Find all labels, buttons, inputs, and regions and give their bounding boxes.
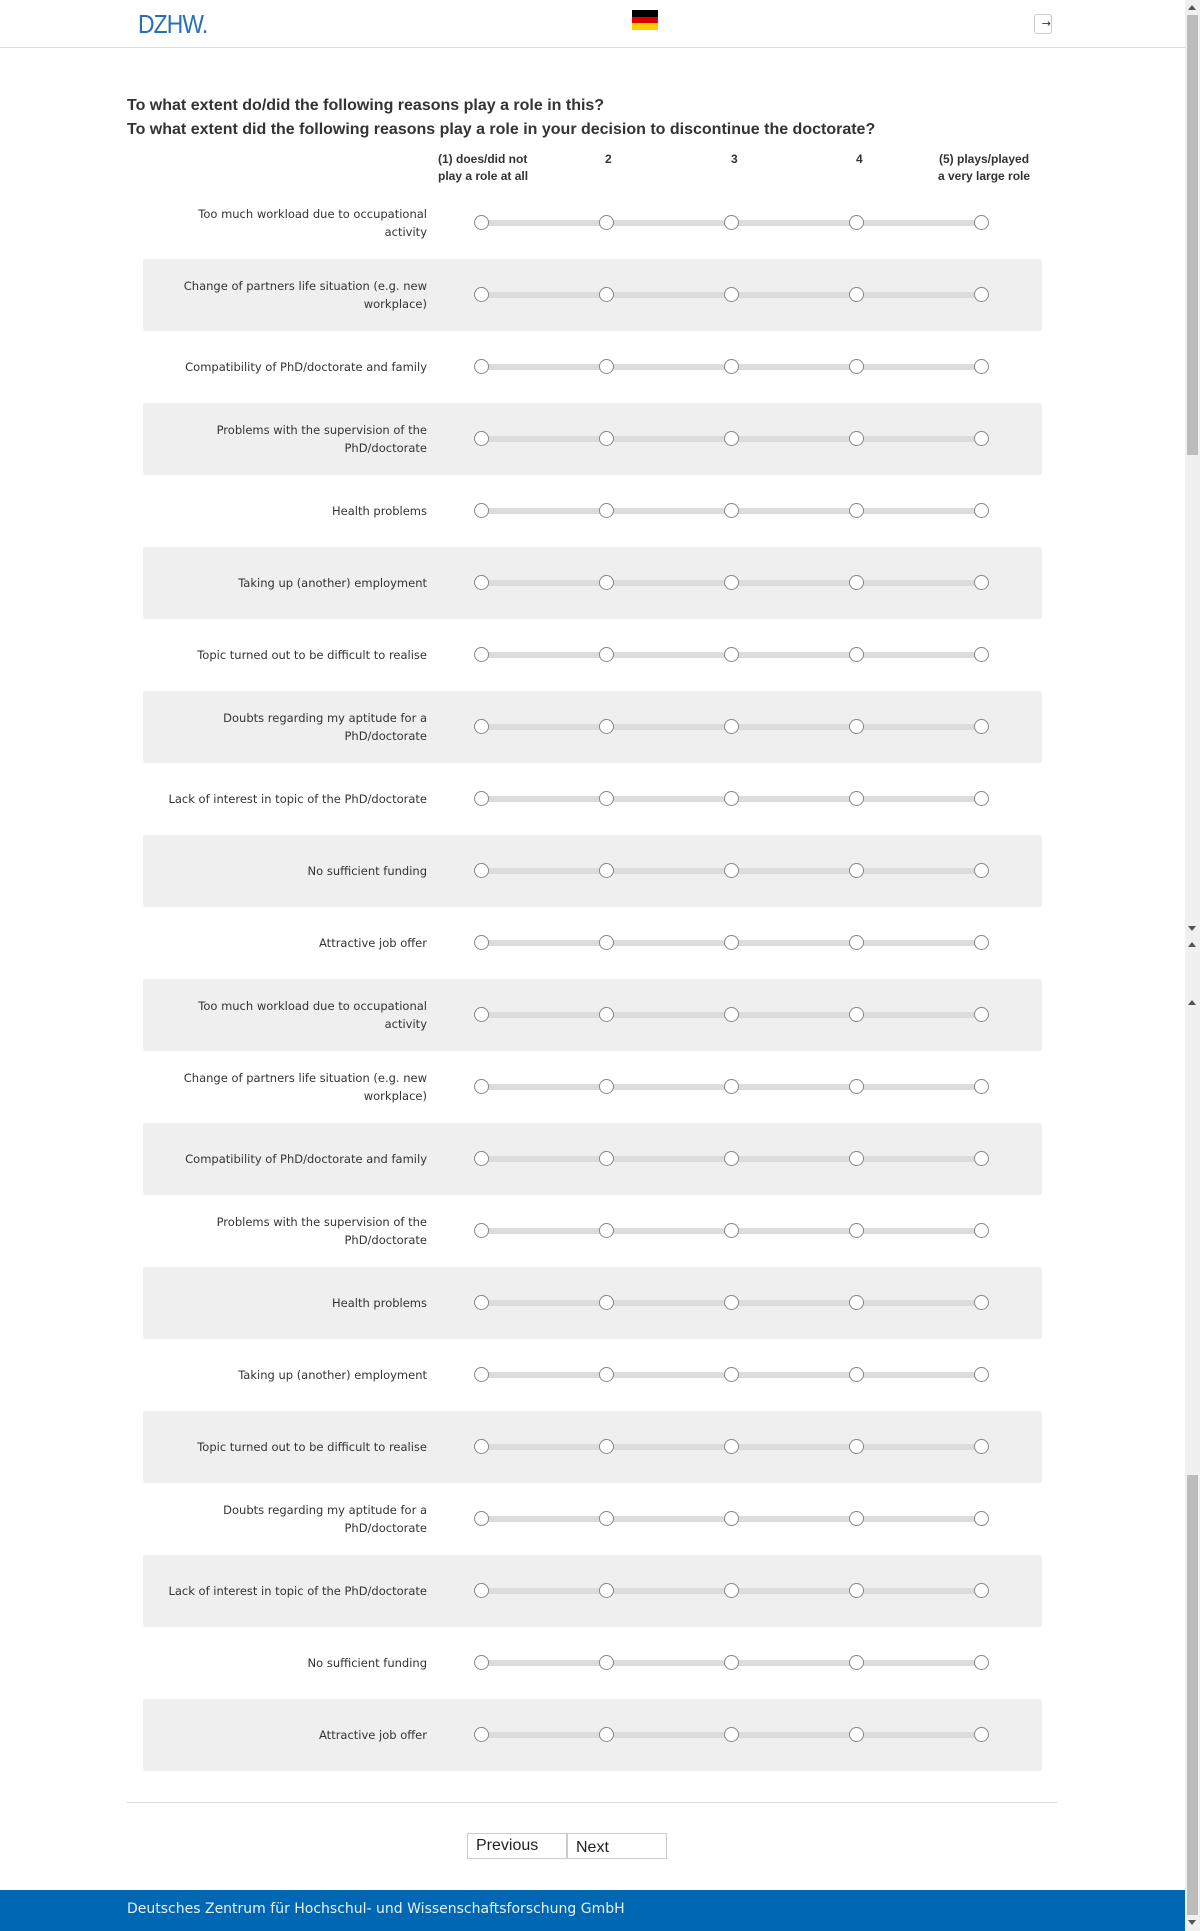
radio-option-3[interactable] bbox=[724, 431, 739, 446]
radio-option-1[interactable] bbox=[474, 1223, 489, 1238]
radio-option-4[interactable] bbox=[849, 1583, 864, 1598]
radio-option-4[interactable] bbox=[849, 1367, 864, 1382]
radio-option-2[interactable] bbox=[599, 1439, 614, 1454]
radio-option-4[interactable] bbox=[849, 791, 864, 806]
radio-option-1[interactable] bbox=[474, 1727, 489, 1742]
pagination bbox=[467, 1833, 667, 1859]
radio-option-3[interactable] bbox=[724, 719, 739, 734]
radio-option-5[interactable] bbox=[974, 1583, 989, 1598]
matrix-row bbox=[143, 1051, 1042, 1123]
radio-option-4[interactable] bbox=[849, 575, 864, 590]
radio-option-5[interactable] bbox=[974, 1151, 989, 1166]
scroll-up-icon[interactable] bbox=[1188, 5, 1196, 10]
matrix-row bbox=[143, 331, 1042, 403]
matrix-row bbox=[143, 1411, 1042, 1483]
radio-option-3[interactable] bbox=[724, 359, 739, 374]
scroll-down-icon[interactable] bbox=[1188, 926, 1196, 931]
radio-option-4[interactable] bbox=[849, 1655, 864, 1670]
matrix-row-label: Problems with the supervision of the PhD/doctorate bbox=[216, 423, 427, 455]
radio-option-4[interactable] bbox=[849, 359, 864, 374]
matrix-row-label: Compatibility of PhD/doctorate and family bbox=[185, 360, 427, 374]
scale-label-3: 3 bbox=[731, 152, 738, 166]
radio-option-3[interactable] bbox=[724, 935, 739, 950]
matrix-row-label: No sufficient funding bbox=[307, 864, 427, 878]
radio-option-1[interactable] bbox=[474, 1079, 489, 1094]
radio-option-2[interactable] bbox=[599, 287, 614, 302]
scrollbar-thumb[interactable] bbox=[1187, 15, 1198, 455]
radio-option-1[interactable] bbox=[474, 647, 489, 662]
radio-option-5[interactable] bbox=[974, 1079, 989, 1094]
page-scrollbar[interactable] bbox=[1185, 0, 1200, 1931]
matrix-row bbox=[143, 1555, 1042, 1627]
radio-option-5[interactable] bbox=[974, 1007, 989, 1022]
radio-option-4[interactable] bbox=[849, 1295, 864, 1310]
scale-label-4: 4 bbox=[856, 152, 863, 166]
radio-option-4[interactable] bbox=[849, 1511, 864, 1526]
radio-option-1[interactable] bbox=[474, 431, 489, 446]
matrix-row bbox=[143, 1267, 1042, 1339]
matrix-row-label: Compatibility of PhD/doctorate and family bbox=[185, 1152, 427, 1166]
radio-option-5[interactable] bbox=[974, 1367, 989, 1382]
radio-option-3[interactable] bbox=[724, 863, 739, 878]
question-title-line2: To what extent did the following reasons play a role in your decision to discontinue the doctorate? bbox=[127, 121, 876, 138]
dzhw-logo[interactable]: DZHW. bbox=[138, 9, 208, 39]
logout-arrow-icon: → bbox=[1041, 17, 1051, 30]
radio-option-5[interactable] bbox=[974, 1295, 989, 1310]
scale-label-1 bbox=[438, 151, 528, 185]
radio-option-2[interactable] bbox=[599, 431, 614, 446]
matrix-row bbox=[143, 763, 1042, 835]
matrix-row-label: Topic turned out to be difficult to realise bbox=[197, 648, 427, 662]
radio-option-1[interactable] bbox=[474, 1151, 489, 1166]
radio-option-5[interactable] bbox=[974, 647, 989, 662]
radio-option-2[interactable] bbox=[599, 1223, 614, 1238]
radio-option-1[interactable] bbox=[474, 359, 489, 374]
radio-option-5[interactable] bbox=[974, 287, 989, 302]
radio-option-4[interactable] bbox=[849, 719, 864, 734]
radio-option-1[interactable] bbox=[474, 1583, 489, 1598]
footer bbox=[0, 1890, 1185, 1931]
radio-option-1[interactable] bbox=[474, 719, 489, 734]
radio-option-2[interactable] bbox=[599, 1151, 614, 1166]
radio-option-1[interactable] bbox=[474, 1655, 489, 1670]
matrix-row-label: Doubts regarding my aptitude for a PhD/doctorate bbox=[223, 1503, 427, 1535]
radio-option-3[interactable] bbox=[724, 1223, 739, 1238]
scroll-up-icon[interactable] bbox=[1188, 1000, 1196, 1005]
radio-option-3[interactable] bbox=[724, 1655, 739, 1670]
radio-option-4[interactable] bbox=[849, 935, 864, 950]
radio-option-5[interactable] bbox=[974, 935, 989, 950]
radio-option-5[interactable] bbox=[974, 359, 989, 374]
radio-option-3[interactable] bbox=[724, 287, 739, 302]
divider bbox=[127, 1802, 1057, 1803]
header bbox=[0, 0, 1185, 48]
radio-option-3[interactable] bbox=[724, 1439, 739, 1454]
matrix-row bbox=[143, 835, 1042, 907]
radio-option-5[interactable] bbox=[974, 1511, 989, 1526]
radio-option-2[interactable] bbox=[599, 1295, 614, 1310]
scroll-down-icon[interactable] bbox=[1188, 1920, 1196, 1925]
matrix-row bbox=[143, 691, 1042, 763]
radio-option-2[interactable] bbox=[599, 1367, 614, 1382]
matrix-row-label: Attractive job offer bbox=[319, 1728, 427, 1742]
footer-text: Deutsches Zentrum für Hochschul- und Wissenschaftsforschung GmbH bbox=[127, 1901, 625, 1917]
radio-option-1[interactable] bbox=[474, 1295, 489, 1310]
radio-option-3[interactable] bbox=[724, 1511, 739, 1526]
radio-option-5[interactable] bbox=[974, 431, 989, 446]
matrix-row-label: Lack of interest in topic of the PhD/doctorate bbox=[168, 1584, 427, 1598]
matrix-row bbox=[143, 1627, 1042, 1699]
radio-option-5[interactable] bbox=[974, 719, 989, 734]
radio-option-5[interactable] bbox=[974, 1223, 989, 1238]
radio-option-5[interactable] bbox=[974, 1439, 989, 1454]
radio-option-4[interactable] bbox=[849, 647, 864, 662]
radio-option-1[interactable] bbox=[474, 503, 489, 518]
radio-option-1[interactable] bbox=[474, 1367, 489, 1382]
matrix-row-label: Taking up (another) employment bbox=[238, 576, 427, 590]
matrix-row-label: Health problems bbox=[332, 1296, 427, 1310]
radio-option-2[interactable] bbox=[599, 503, 614, 518]
previous-button[interactable]: Previous bbox=[467, 1833, 567, 1859]
matrix-row bbox=[143, 403, 1042, 475]
radio-option-2[interactable] bbox=[599, 863, 614, 878]
matrix-row-label: Change of partners life situation (e.g. new workplace) bbox=[183, 1071, 427, 1103]
german-flag-icon[interactable] bbox=[632, 10, 658, 30]
radio-option-3[interactable] bbox=[724, 215, 739, 230]
radio-option-4[interactable] bbox=[849, 1151, 864, 1166]
radio-option-2[interactable] bbox=[599, 647, 614, 662]
matrix-row-label: Attractive job offer bbox=[319, 936, 427, 950]
matrix-row bbox=[143, 547, 1042, 619]
radio-option-4[interactable] bbox=[849, 1727, 864, 1742]
matrix-row bbox=[143, 475, 1042, 547]
matrix-row-label: Too much workload due to occupational activity bbox=[198, 207, 427, 239]
radio-option-2[interactable] bbox=[599, 719, 614, 734]
radio-option-2[interactable] bbox=[599, 575, 614, 590]
matrix-row bbox=[143, 1123, 1042, 1195]
scroll-up-icon[interactable] bbox=[1188, 942, 1196, 947]
radio-option-1[interactable] bbox=[474, 935, 489, 950]
matrix-row-label: Topic turned out to be difficult to realise bbox=[197, 1440, 427, 1454]
question-title-line1: To what extent do/did the following reasons play a role in this? bbox=[127, 97, 605, 114]
matrix-row-label: Doubts regarding my aptitude for a PhD/doctorate bbox=[223, 711, 427, 743]
matrix-row bbox=[143, 1483, 1042, 1555]
scale-label-5-line1: (5) plays/played bbox=[939, 152, 1030, 166]
radio-option-3[interactable] bbox=[724, 1583, 739, 1598]
matrix-row-label: Too much workload due to occupational activity bbox=[198, 999, 427, 1031]
radio-option-3[interactable] bbox=[724, 647, 739, 662]
radio-option-3[interactable] bbox=[724, 1727, 739, 1742]
radio-option-4[interactable] bbox=[849, 431, 864, 446]
matrix-row bbox=[143, 1195, 1042, 1267]
matrix-row-label: Change of partners life situation (e.g. new workplace) bbox=[183, 279, 427, 311]
scale-label-5-line2: a very large role bbox=[938, 169, 1031, 183]
radio-option-5[interactable] bbox=[974, 863, 989, 878]
radio-option-1[interactable] bbox=[474, 1439, 489, 1454]
radio-option-3[interactable] bbox=[724, 1367, 739, 1382]
radio-option-4[interactable] bbox=[849, 287, 864, 302]
radio-option-3[interactable] bbox=[724, 1151, 739, 1166]
radio-option-3[interactable] bbox=[724, 503, 739, 518]
radio-option-5[interactable] bbox=[974, 791, 989, 806]
radio-option-2[interactable] bbox=[599, 1727, 614, 1742]
radio-option-3[interactable] bbox=[724, 1079, 739, 1094]
radio-option-5[interactable] bbox=[974, 215, 989, 230]
radio-option-5[interactable] bbox=[974, 1727, 989, 1742]
logout-button[interactable] bbox=[1034, 14, 1052, 34]
matrix-row-label: Taking up (another) employment bbox=[238, 1368, 427, 1382]
radio-option-2[interactable] bbox=[599, 359, 614, 374]
radio-option-2[interactable] bbox=[599, 1511, 614, 1526]
matrix-row bbox=[143, 979, 1042, 1051]
matrix-row bbox=[143, 1699, 1042, 1771]
radio-option-4[interactable] bbox=[849, 863, 864, 878]
matrix-row-label: Problems with the supervision of the PhD/doctorate bbox=[216, 1215, 427, 1247]
matrix-row bbox=[143, 1339, 1042, 1411]
radio-option-2[interactable] bbox=[599, 1583, 614, 1598]
scrollbar-thumb[interactable] bbox=[1187, 1475, 1198, 1915]
radio-option-1[interactable] bbox=[474, 1511, 489, 1526]
matrix-row bbox=[143, 187, 1042, 259]
radio-option-3[interactable] bbox=[724, 791, 739, 806]
matrix-row-label: Lack of interest in topic of the PhD/doctorate bbox=[168, 792, 427, 806]
radio-option-2[interactable] bbox=[599, 215, 614, 230]
radio-option-4[interactable] bbox=[849, 1223, 864, 1238]
radio-option-1[interactable] bbox=[474, 1007, 489, 1022]
radio-option-4[interactable] bbox=[849, 1079, 864, 1094]
radio-option-2[interactable] bbox=[599, 1007, 614, 1022]
radio-option-5[interactable] bbox=[974, 503, 989, 518]
scale-label-1-line2: play a role at all bbox=[438, 169, 529, 183]
radio-option-5[interactable] bbox=[974, 575, 989, 590]
matrix-row-label: Health problems bbox=[332, 504, 427, 518]
radio-option-2[interactable] bbox=[599, 935, 614, 950]
radio-option-4[interactable] bbox=[849, 215, 864, 230]
radio-option-3[interactable] bbox=[724, 1295, 739, 1310]
radio-option-2[interactable] bbox=[599, 1079, 614, 1094]
matrix-row-label: No sufficient funding bbox=[307, 1656, 427, 1670]
radio-option-1[interactable] bbox=[474, 575, 489, 590]
scale-label-1-line1: (1) does/did not bbox=[438, 152, 528, 166]
radio-option-4[interactable] bbox=[849, 503, 864, 518]
matrix-row bbox=[143, 907, 1042, 979]
radio-option-1[interactable] bbox=[474, 215, 489, 230]
radio-option-1[interactable] bbox=[474, 791, 489, 806]
radio-option-5[interactable] bbox=[974, 1655, 989, 1670]
radio-option-2[interactable] bbox=[599, 791, 614, 806]
radio-option-2[interactable] bbox=[599, 1655, 614, 1670]
matrix-row bbox=[143, 619, 1042, 691]
next-button[interactable]: Next bbox=[567, 1833, 667, 1859]
scale-label-2: 2 bbox=[605, 152, 612, 166]
radio-option-3[interactable] bbox=[724, 1007, 739, 1022]
radio-option-1[interactable] bbox=[474, 863, 489, 878]
radio-option-3[interactable] bbox=[724, 575, 739, 590]
scale-label-5 bbox=[938, 151, 1030, 185]
matrix-row bbox=[143, 259, 1042, 331]
radio-option-4[interactable] bbox=[849, 1439, 864, 1454]
radio-option-1[interactable] bbox=[474, 287, 489, 302]
radio-option-4[interactable] bbox=[849, 1007, 864, 1022]
